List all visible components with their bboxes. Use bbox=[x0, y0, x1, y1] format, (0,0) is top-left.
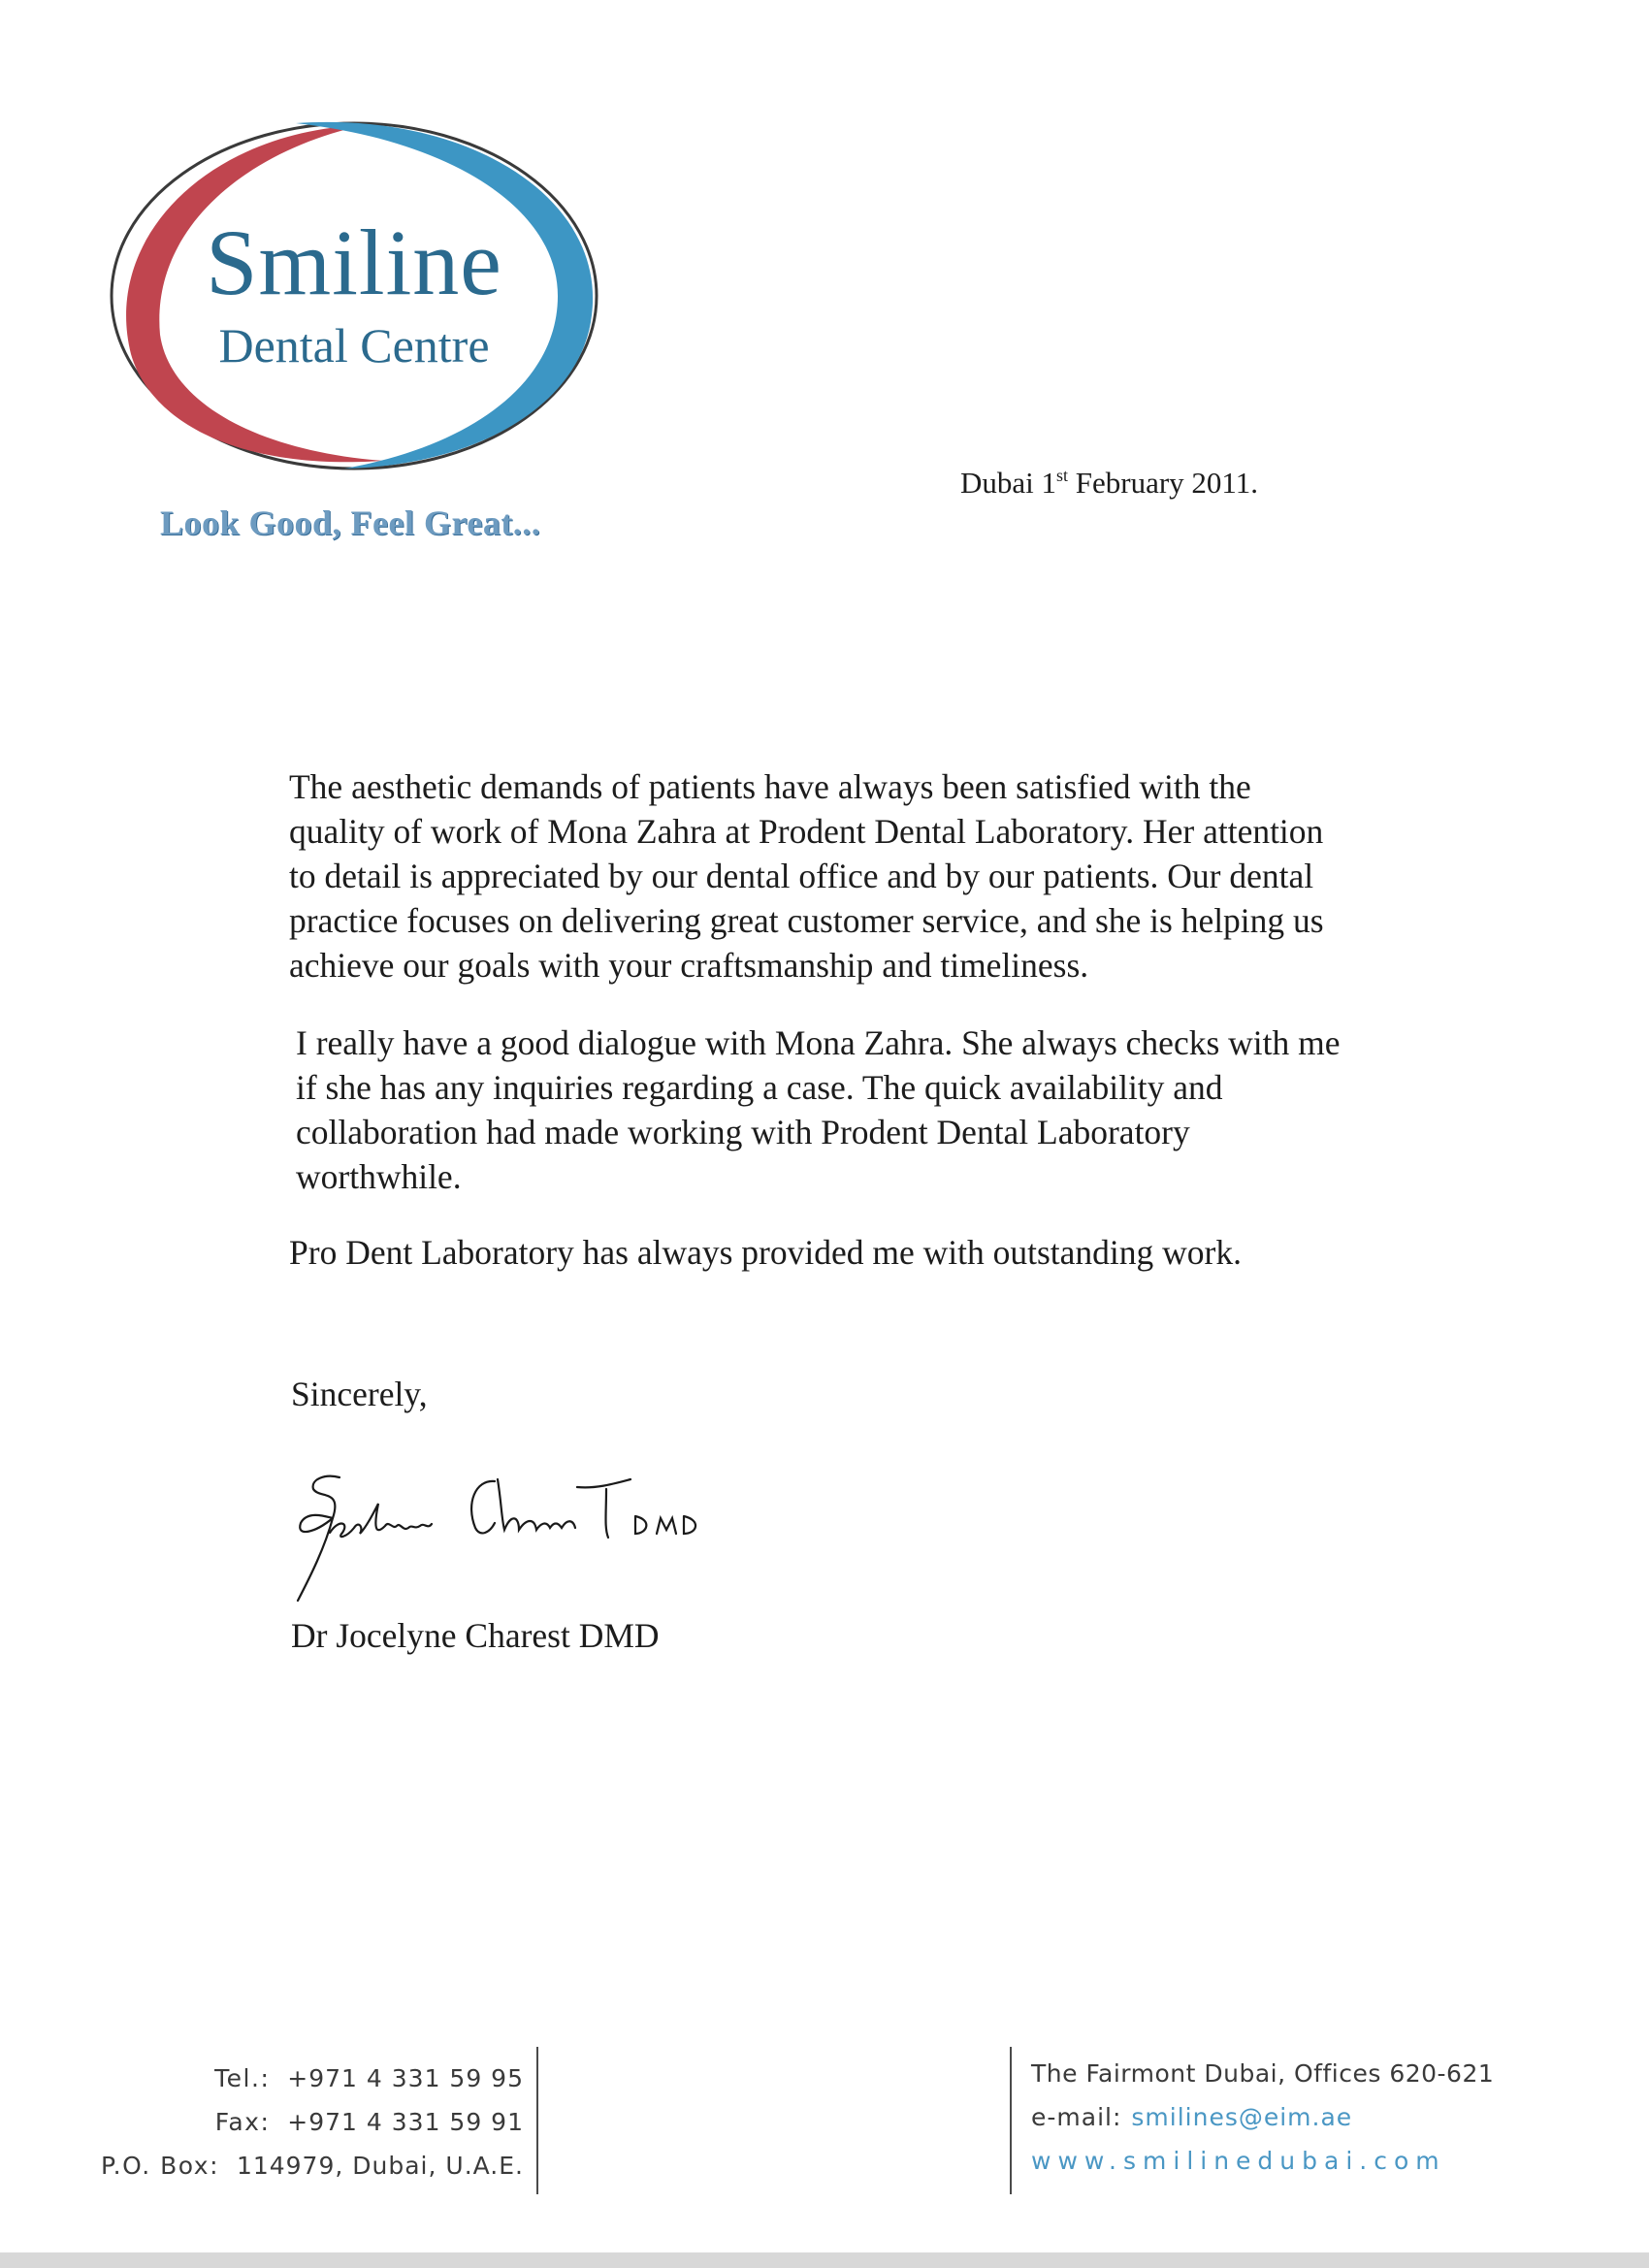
paragraph-line: practice focuses on delivering great customer service, and she is helping us bbox=[289, 901, 1324, 940]
email-label: e-mail: bbox=[1031, 2103, 1122, 2131]
tagline: Look Good, Feel Great... bbox=[160, 503, 541, 542]
tel-value: +971 4 331 59 95 bbox=[287, 2064, 524, 2092]
tel-label: Tel.: bbox=[214, 2064, 271, 2092]
website-link[interactable]: www.smilinedubai.com bbox=[1031, 2147, 1446, 2175]
closing: Sincerely, bbox=[291, 1375, 428, 1413]
date-ordinal: st bbox=[1056, 466, 1069, 485]
pobox-value: 114979, Dubai, U.A.E. bbox=[236, 2152, 524, 2180]
fax-value: +971 4 331 59 91 bbox=[287, 2108, 524, 2136]
paragraph-line: to detail is appreciated by our dental office and by our patients. Our dental bbox=[289, 857, 1314, 895]
signer-name: Dr Jocelyne Charest DMD bbox=[291, 1616, 660, 1655]
pobox-label: P.O. Box: bbox=[100, 2152, 220, 2180]
footer-contact bbox=[39, 2057, 524, 2187]
paragraph-line: I really have a good dialogue with Mona Zahra. She always checks with me bbox=[296, 1023, 1341, 1062]
logo bbox=[102, 112, 606, 480]
signature-icon bbox=[286, 1460, 791, 1605]
paragraph-line: achieve our goals with your craftsmanship and timeliness. bbox=[289, 946, 1089, 985]
paragraph-line: collaboration had made working with Prodent Dental Laboratory bbox=[296, 1113, 1190, 1151]
footer-email-row bbox=[1031, 2095, 1613, 2139]
paragraph-line: if she has any inquiries regarding a case. The quick availability and bbox=[296, 1068, 1223, 1107]
logo-subtitle: Dental Centre bbox=[218, 318, 490, 373]
footer-tel-row bbox=[39, 2057, 524, 2100]
footer-divider bbox=[536, 2047, 538, 2194]
paragraph-2 bbox=[296, 1021, 1489, 1199]
office-address: The Fairmont Dubai, Offices 620-621 bbox=[1031, 2059, 1495, 2088]
footer-divider bbox=[1010, 2047, 1012, 2194]
paragraph-line: The aesthetic demands of patients have always been satisfied with the bbox=[289, 767, 1251, 806]
paragraph-3: Pro Dent Laboratory has always provided me with outstanding work. bbox=[289, 1233, 1242, 1272]
date-suffix: February 2011. bbox=[1068, 466, 1259, 500]
letter-date bbox=[960, 466, 1258, 501]
email-link[interactable]: smilines@eim.ae bbox=[1131, 2103, 1353, 2131]
footer-address bbox=[1031, 2052, 1613, 2183]
paragraph-line: quality of work of Mona Zahra at Prodent Dental Laboratory. Her attention bbox=[289, 812, 1324, 851]
paragraph-line: worthwhile. bbox=[296, 1157, 462, 1196]
footer-pobox-row bbox=[39, 2144, 524, 2187]
scan-edge bbox=[0, 2252, 1649, 2268]
paragraph-1 bbox=[289, 764, 1482, 988]
fax-label: Fax: bbox=[214, 2108, 271, 2136]
date-prefix: Dubai 1 bbox=[960, 466, 1057, 500]
footer-fax-row bbox=[39, 2100, 524, 2144]
logo-name: Smiline bbox=[206, 211, 502, 314]
